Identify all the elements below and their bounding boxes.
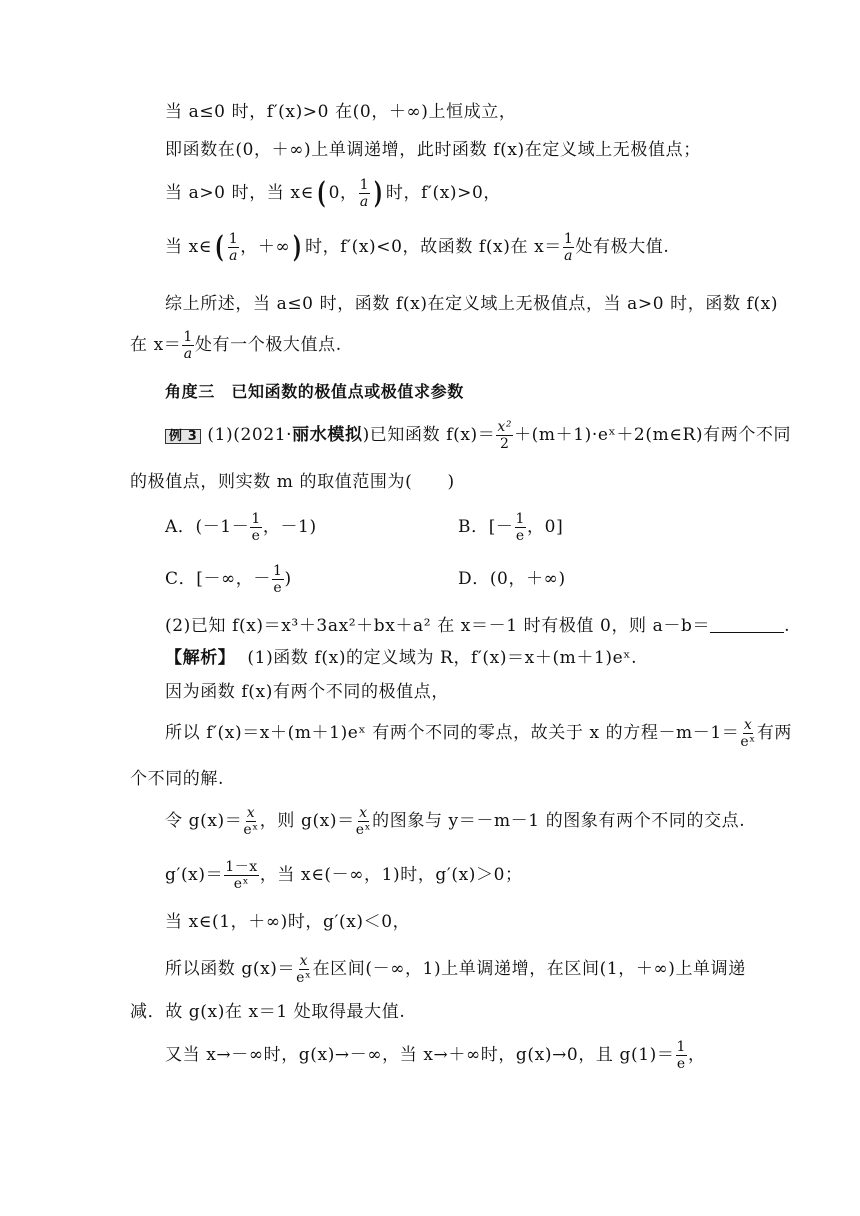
text-content: ，则 g(x)＝	[259, 811, 355, 831]
text-line	[165, 684, 449, 701]
text-content: 时，f′(x)<0，故函数 f(x)在 x＝	[305, 237, 562, 257]
text-content: (1)函数 f(x)的定义域为 R，f′(x)＝x＋(m＋1)eˣ.	[247, 648, 638, 668]
text-content: .	[784, 616, 791, 636]
fraction	[224, 860, 259, 891]
numerator: 1	[251, 511, 261, 527]
solution-label: 【解析】	[165, 648, 236, 668]
fraction	[496, 420, 513, 451]
text-content: ，当 x∈(－∞，1)时，g′(x)＞0；	[259, 865, 523, 885]
numerator: 1	[228, 231, 239, 247]
text-content: ，－1)	[262, 517, 317, 537]
fraction	[228, 232, 240, 263]
text-content: 当 a≤0 时，f′(x)>0 在(0，＋∞)上恒成立，	[165, 102, 517, 122]
text-content: )	[284, 569, 292, 589]
text-line	[165, 1040, 706, 1071]
denominator: e	[515, 528, 525, 544]
numerator: x	[299, 953, 309, 969]
text-content: 处有一个极大值点.	[194, 335, 342, 355]
text-content: 即函数在(0，＋∞)上单调递增，此时函数 f(x)在定义域上无极值点；	[165, 140, 701, 160]
fraction	[296, 954, 311, 985]
fraction	[563, 232, 575, 263]
example-badge: 例 3	[165, 429, 201, 444]
answer-blank	[710, 632, 784, 633]
numerator: 1	[273, 563, 283, 579]
denominator: a	[229, 248, 239, 264]
text-content: 个不同的解.	[130, 769, 225, 789]
text-line	[165, 650, 637, 667]
text-content: 有两	[756, 723, 793, 743]
fraction	[515, 512, 527, 543]
denominator: a	[183, 346, 193, 362]
text-content: (1)(2021·	[207, 425, 293, 445]
denominator: a	[564, 248, 574, 264]
denominator: e	[676, 1056, 686, 1072]
text-line	[165, 860, 523, 891]
text-line	[165, 229, 670, 265]
text-line	[130, 330, 342, 361]
text-content: A．(－1－	[165, 517, 250, 537]
text-content: g′(x)＝	[165, 865, 224, 885]
denominator: eˣ	[243, 822, 259, 838]
text-content: 0，	[328, 183, 358, 203]
text-content: C．[－∞，－	[165, 569, 272, 589]
denominator: 2	[499, 436, 510, 452]
numerator: 1	[563, 231, 574, 247]
bracket-right: )	[374, 175, 383, 211]
text-content: 令 g(x)＝	[165, 811, 243, 831]
option-d	[458, 571, 566, 588]
fraction	[243, 806, 258, 837]
fraction	[676, 1040, 688, 1071]
bracket-left: (	[214, 229, 224, 265]
numerator: x	[246, 805, 256, 821]
text-content: 在区间(－∞，1)上单调递增，在区间(1，＋∞)上单调递	[312, 959, 746, 979]
text-content: 所以 f′(x)＝x＋(m＋1)eˣ 有两个不同的零点，故关于 x 的方程－m－1＝	[165, 723, 740, 743]
text-content: ，0]	[527, 517, 564, 537]
text-line	[165, 142, 701, 159]
denominator: eˣ	[740, 734, 756, 750]
numerator: 1	[515, 511, 526, 527]
denominator: eˣ	[296, 970, 312, 986]
text-content: 综上所述，当 a≤0 时，函数 f(x)在定义域上无极值点，当 a>0 时，函数 f(x)	[165, 294, 779, 314]
text-line	[165, 104, 517, 121]
fraction	[250, 512, 262, 543]
numerator: 1	[676, 1039, 687, 1055]
text-content: ＋(m＋1)·eˣ＋2(m∈R)有两个不同	[514, 425, 792, 445]
text-content: 当 a>0 时，当 x∈	[165, 183, 314, 203]
denominator: e	[273, 580, 283, 596]
denominator: eˣ	[233, 876, 250, 892]
text-line	[165, 420, 791, 451]
source-text: 丽水模拟	[292, 425, 363, 445]
text-content: 的图象与 y＝－m－1 的图象有两个不同的交点.	[372, 811, 746, 831]
text-content: B．[－	[458, 517, 514, 537]
text-content: 时，f′(x)>0，	[385, 183, 501, 203]
text-line	[165, 296, 778, 313]
text-line	[130, 771, 224, 788]
text-line	[165, 914, 410, 931]
text-content: 又当 x→－∞时，g(x)→－∞，当 x→＋∞时，g(x)→0，且 g(1)＝	[165, 1045, 675, 1065]
text-line	[165, 806, 745, 837]
numerator: 1	[359, 177, 370, 193]
text-content: 的极值点，则实数 m 的取值范围为( )	[130, 472, 455, 492]
text-line	[165, 954, 746, 985]
fraction	[182, 330, 194, 361]
text-content: 因为函数 f(x)有两个不同的极值点，	[165, 682, 449, 702]
bracket-left: (	[316, 175, 326, 211]
denominator: a	[359, 194, 369, 210]
text-content: 当 x∈(1，＋∞)时，g′(x)＜0，	[165, 912, 411, 932]
denominator: e	[251, 528, 261, 544]
numerator: 1－x	[225, 859, 258, 875]
option-a	[165, 512, 317, 543]
bracket-right: )	[293, 229, 303, 265]
text-content: )已知函数 f(x)＝	[362, 425, 496, 445]
option-b	[458, 512, 563, 543]
denominator: eˣ	[355, 822, 372, 838]
text-content: ，＋∞	[240, 237, 291, 257]
text-content: D．(0，＋∞)	[458, 569, 566, 589]
text-line	[165, 718, 792, 749]
fraction	[272, 564, 284, 595]
fraction	[359, 178, 371, 209]
text-line	[130, 1004, 405, 1021]
text-content: 处有极大值.	[575, 237, 670, 257]
heading-text: 角度三 已知函数的极值点或极值求参数	[165, 382, 464, 401]
text-line	[165, 175, 501, 211]
numerator: x	[359, 805, 368, 821]
section-heading	[165, 384, 464, 400]
fraction	[356, 806, 371, 837]
text-line	[130, 474, 455, 491]
text-content: 所以函数 g(x)＝	[165, 959, 296, 979]
numerator: 1	[183, 329, 193, 345]
question-2	[165, 618, 790, 635]
text-content: 当 x∈	[165, 237, 212, 257]
numerator: x	[743, 717, 753, 733]
text-content: 在 x＝	[130, 335, 182, 355]
option-c	[165, 564, 292, 595]
fraction	[740, 718, 755, 749]
text-content: 减．故 g(x)在 x＝1 处取得最大值.	[130, 1002, 406, 1022]
text-content: ，	[688, 1045, 706, 1065]
text-content: (2)已知 f(x)＝x³＋3ax²＋bx＋a² 在 x＝－1 时有极值 0，则 a－b＝	[165, 616, 711, 636]
numerator: x²	[497, 419, 513, 435]
